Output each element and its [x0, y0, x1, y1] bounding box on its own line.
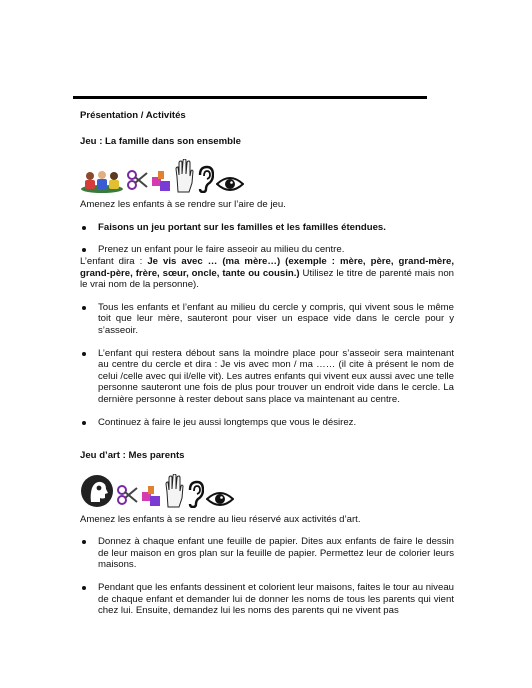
list-item: Tous les enfants et l’enfant au milieu du cercle y compris, qui vivent sous le même toit que leur mère, sauteront pour viser un espace vide dans le cercle pour y s’asseoir. [80, 302, 454, 337]
top-rule [73, 96, 427, 99]
hand-icon [164, 474, 184, 508]
list-item: Donnez à chaque enfant une feuille de papier. Dites aux enfants de faire le dessin de leur maison en gros plan sur la feuille de papier. Permettez leur de colorier leurs maisons. [80, 536, 454, 571]
scissors-crafts-icon [116, 484, 138, 508]
section2-bullet-list [80, 536, 454, 617]
section1-bullet-list [80, 222, 454, 234]
scissors-crafts-icon [126, 169, 148, 193]
section1-title: Jeu : La famille dans son ensemble [80, 135, 242, 147]
eye-icon [216, 175, 244, 193]
section2-intro: Amenez les enfants à se rendre au lieu réservé aux activités d’art. [80, 513, 361, 525]
para-bold-example: Je vis avec … (ma mère…) (exemple : mère, père, grand-mère, grand-père, frère, sœur, oncle, tante ou cousin.) [80, 255, 454, 279]
list-item: Continuez à faire le jeu aussi longtemps que vous le désirez. [80, 417, 454, 429]
people-group-icon [80, 169, 124, 193]
ear-icon [186, 480, 204, 508]
document-body [80, 110, 454, 617]
section1-bullet-list-2 [80, 244, 454, 256]
section1-paragraph [80, 256, 454, 291]
section2-icon-row [80, 472, 454, 508]
eye-icon [206, 490, 234, 508]
para-prefix: L’enfant dira : [80, 255, 148, 267]
section1-bullet-list-3 [80, 302, 454, 428]
head-profile-icon [80, 474, 114, 508]
list-item: Faisons un jeu portant sur les familles et les familles étendues. [80, 222, 454, 234]
paint-blocks-icon [140, 484, 162, 508]
paint-blocks-icon [150, 169, 172, 193]
section2-title: Jeu d’art : Mes parents [80, 450, 185, 462]
page-title: Présentation / Activités [80, 110, 186, 121]
ear-icon [196, 165, 214, 193]
hand-icon [174, 159, 194, 193]
section1-intro: Amenez les enfants à se rendre sur l’aire de jeu. [80, 199, 286, 211]
section1-icon-row [80, 157, 454, 193]
para-suffix: Utilisez le titre de parenté mais non le vrai nom de la personne). [80, 267, 454, 291]
list-item: Pendant que les enfants dessinent et colorient leur maisons, faites le tour au niveau de chaque enfant et demander lui de donner les noms de tous les parents qui vient chez lui. Ensuite, demandez lui les noms des parents qui ne vivent pas [80, 582, 454, 617]
list-item: Prenez un enfant pour le faire asseoir au milieu du centre. [80, 244, 454, 256]
list-item: L’enfant qui restera débout sans la moindre place pour s’asseoir sera maintenant au centre du cercle et dira : Je vis avec mon / ma …… (il cite à présent le nom de celui /celle avec qui il/elle vit). Les autres enfants qui vivent eux aussi avec une telle personne sauteront une fois de plus pour trouver un endroit vide dans le cercle. La dernière personne à rester debout sans place va maintenant au centre. [80, 348, 454, 406]
